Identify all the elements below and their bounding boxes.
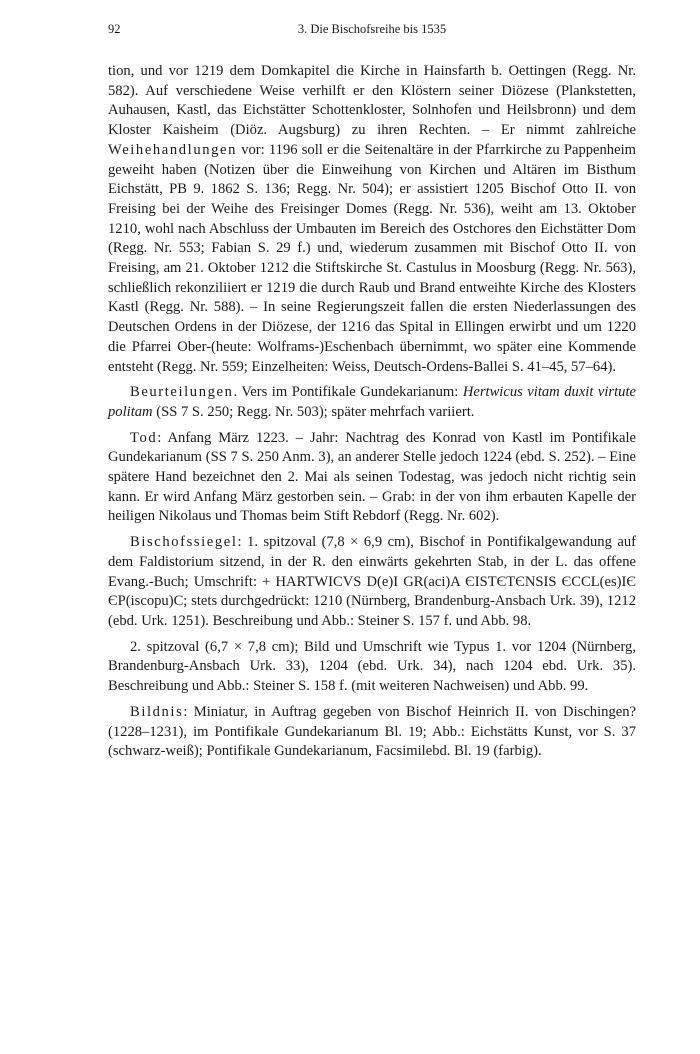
paragraph-text: 2. spitzoval (6,7 × 7,8 cm); Bild und Umschrift wie Typus 1. vor 1204 (Nürnberg, Brandenburg-Ansbach Urk. 33), 1204 (ebd. Urk. 34), nach 1204 ebd. Urk. 35). Beschreibung und Abb.: Steiner S. 158 f. (mit weiteren Nachweisen) und Abb. 99. — [108, 638, 636, 695]
paragraph-bildnis — [108, 703, 636, 762]
section-label: Bildnis — [130, 703, 184, 720]
paragraph-text: vor: 1196 soll er die Seitenaltäre in der Pfarrkirche zu Pappenheim geweiht haben (Notizen über die Einweihung von Kirchen und Altären im Bisthum Eichstätt, PB 9. 1862 S. 136; Regg. Nr. 504); er assistiert 1205 Bischof Otto II. von Freising bei der Weihe des Freisinger Domes (Regg. Nr. 536), weiht am 13. Oktober 1210, wohl nach Abschluss der Umbauten im Bereich des Ostchores den Eichstätter Dom (Regg. Nr. 553; Fabian S. 29 f.) und, wiederum zusammen mit Bischof Otto II. von Freising, am 21. Oktober 1212 die Stiftskirche St. Castulus in Moosburg (Regg. Nr. 563), schließlich rekonziliiert er 1219 die durch Raub und Brand entweihte Kirche des Klosters Kastl (Regg. Nr. 588). – In seine Regierungszeit fallen die ersten Niederlassungen des Deutschen Ordens in der Diözese, der 1216 das Spital in Ellingen erwirbt und um 1220 die Pfarrei Ober-(heute: Wolframs-)Eschenbach übernimmt, wo später eine Kommende entsteht (Regg. Nr. 559; Einzelheiten: Weiss, Deutsch-Ordens-Ballei S. 41–45, 57–64). — [108, 141, 636, 375]
paragraph-bischofssiegel — [108, 533, 636, 632]
paragraph-text: : 1. spitzoval (7,8 × 6,9 cm), Bischof in Pontifikalgewandung auf dem Faldistorium sitzend, in der R. den einwärts gekehrten Stab, in der L. das offene Evang.-Buch; Umschrift: + HARTWICVS D(e)I GR(aci)A ЄISTЄTЄNSIS ЄCCL(es)IЄ ЄP(iscopu)C; stets durchgedrückt: 1210 (Nürnberg, Brandenburg-Ansbach Urk. 39), 1212 (ebd. Urk. 1251). Beschreibung und Abb.: Steiner S. 157 f. und Abb. 98. — [108, 534, 636, 629]
section-label: Bischofssiegel — [130, 534, 238, 551]
latin-quote: Hertwicus vitam duxit virtute politam — [108, 384, 636, 420]
paragraph-weihehandlungen — [108, 62, 636, 377]
paragraph-tod — [108, 429, 636, 528]
paragraph-text: (SS 7 S. 250; Regg. Nr. 503); später mehrfach variiert. — [152, 403, 475, 420]
running-head — [108, 22, 636, 42]
section-label: Beurteilungen — [130, 384, 234, 401]
section-label: Tod — [130, 429, 158, 446]
paragraph-text: . Vers im Pontifikale Gundekarianum: — [233, 384, 463, 401]
paragraph-text: : Miniatur, in Auftrag gegeben von Bischof Heinrich II. von Dischingen? (1228–1231), im Pontifikale Gundekarianum Bl. 19; Abb.: Eichstätts Kunst, vor S. 37 (schwarz-weiß); Pontifikale Gundekarianum, Facsimilebd. Bl. 19 (farbig). — [108, 703, 636, 760]
paragraph-siegel-typ-2 — [108, 638, 636, 697]
paragraph-text: : Anfang März 1223. – Jahr: Nachtrag des Konrad von Kastl im Pontifikale Gundekarianum (SS 7 S. 250 Anm. 3), an anderer Stelle jedoch 1224 (ebd. S. 252). – Eine spätere Hand bezeichnet den 2. Mai als seinen Todestag, was jedoch nicht richtig sein kann. Er wird Anfang März gestorben sein. – Grab: in der von ihm erbauten Kapelle der heiligen Nikolaus und Thomas beim Stift Rebdorf (Regg. Nr. 602). — [108, 429, 636, 525]
spaced-term: Weihehandlungen — [108, 141, 237, 158]
paragraph-text: tion, und vor 1219 dem Domkapitel die Kirche in Hainsfarth b. Oettingen (Regg. Nr. 582). Auf verschiedene Weise verhilft er den Klöstern seiner Diözese (Plankstetten, Auhausen, Kastl, das Eichstätter Schottenkloster, Solnhofen und Heilsbronn) und dem Kloster Kaisheim (Diöz. Augsburg) zu ihren Rechten. – Er nimmt zahlreiche — [108, 63, 636, 139]
chapter-title: 3. Die Bischofsreihe bis 1535 — [297, 22, 447, 36]
body-text — [108, 62, 636, 762]
page-number: 92 — [108, 22, 121, 36]
paragraph-beurteilungen — [108, 383, 636, 422]
